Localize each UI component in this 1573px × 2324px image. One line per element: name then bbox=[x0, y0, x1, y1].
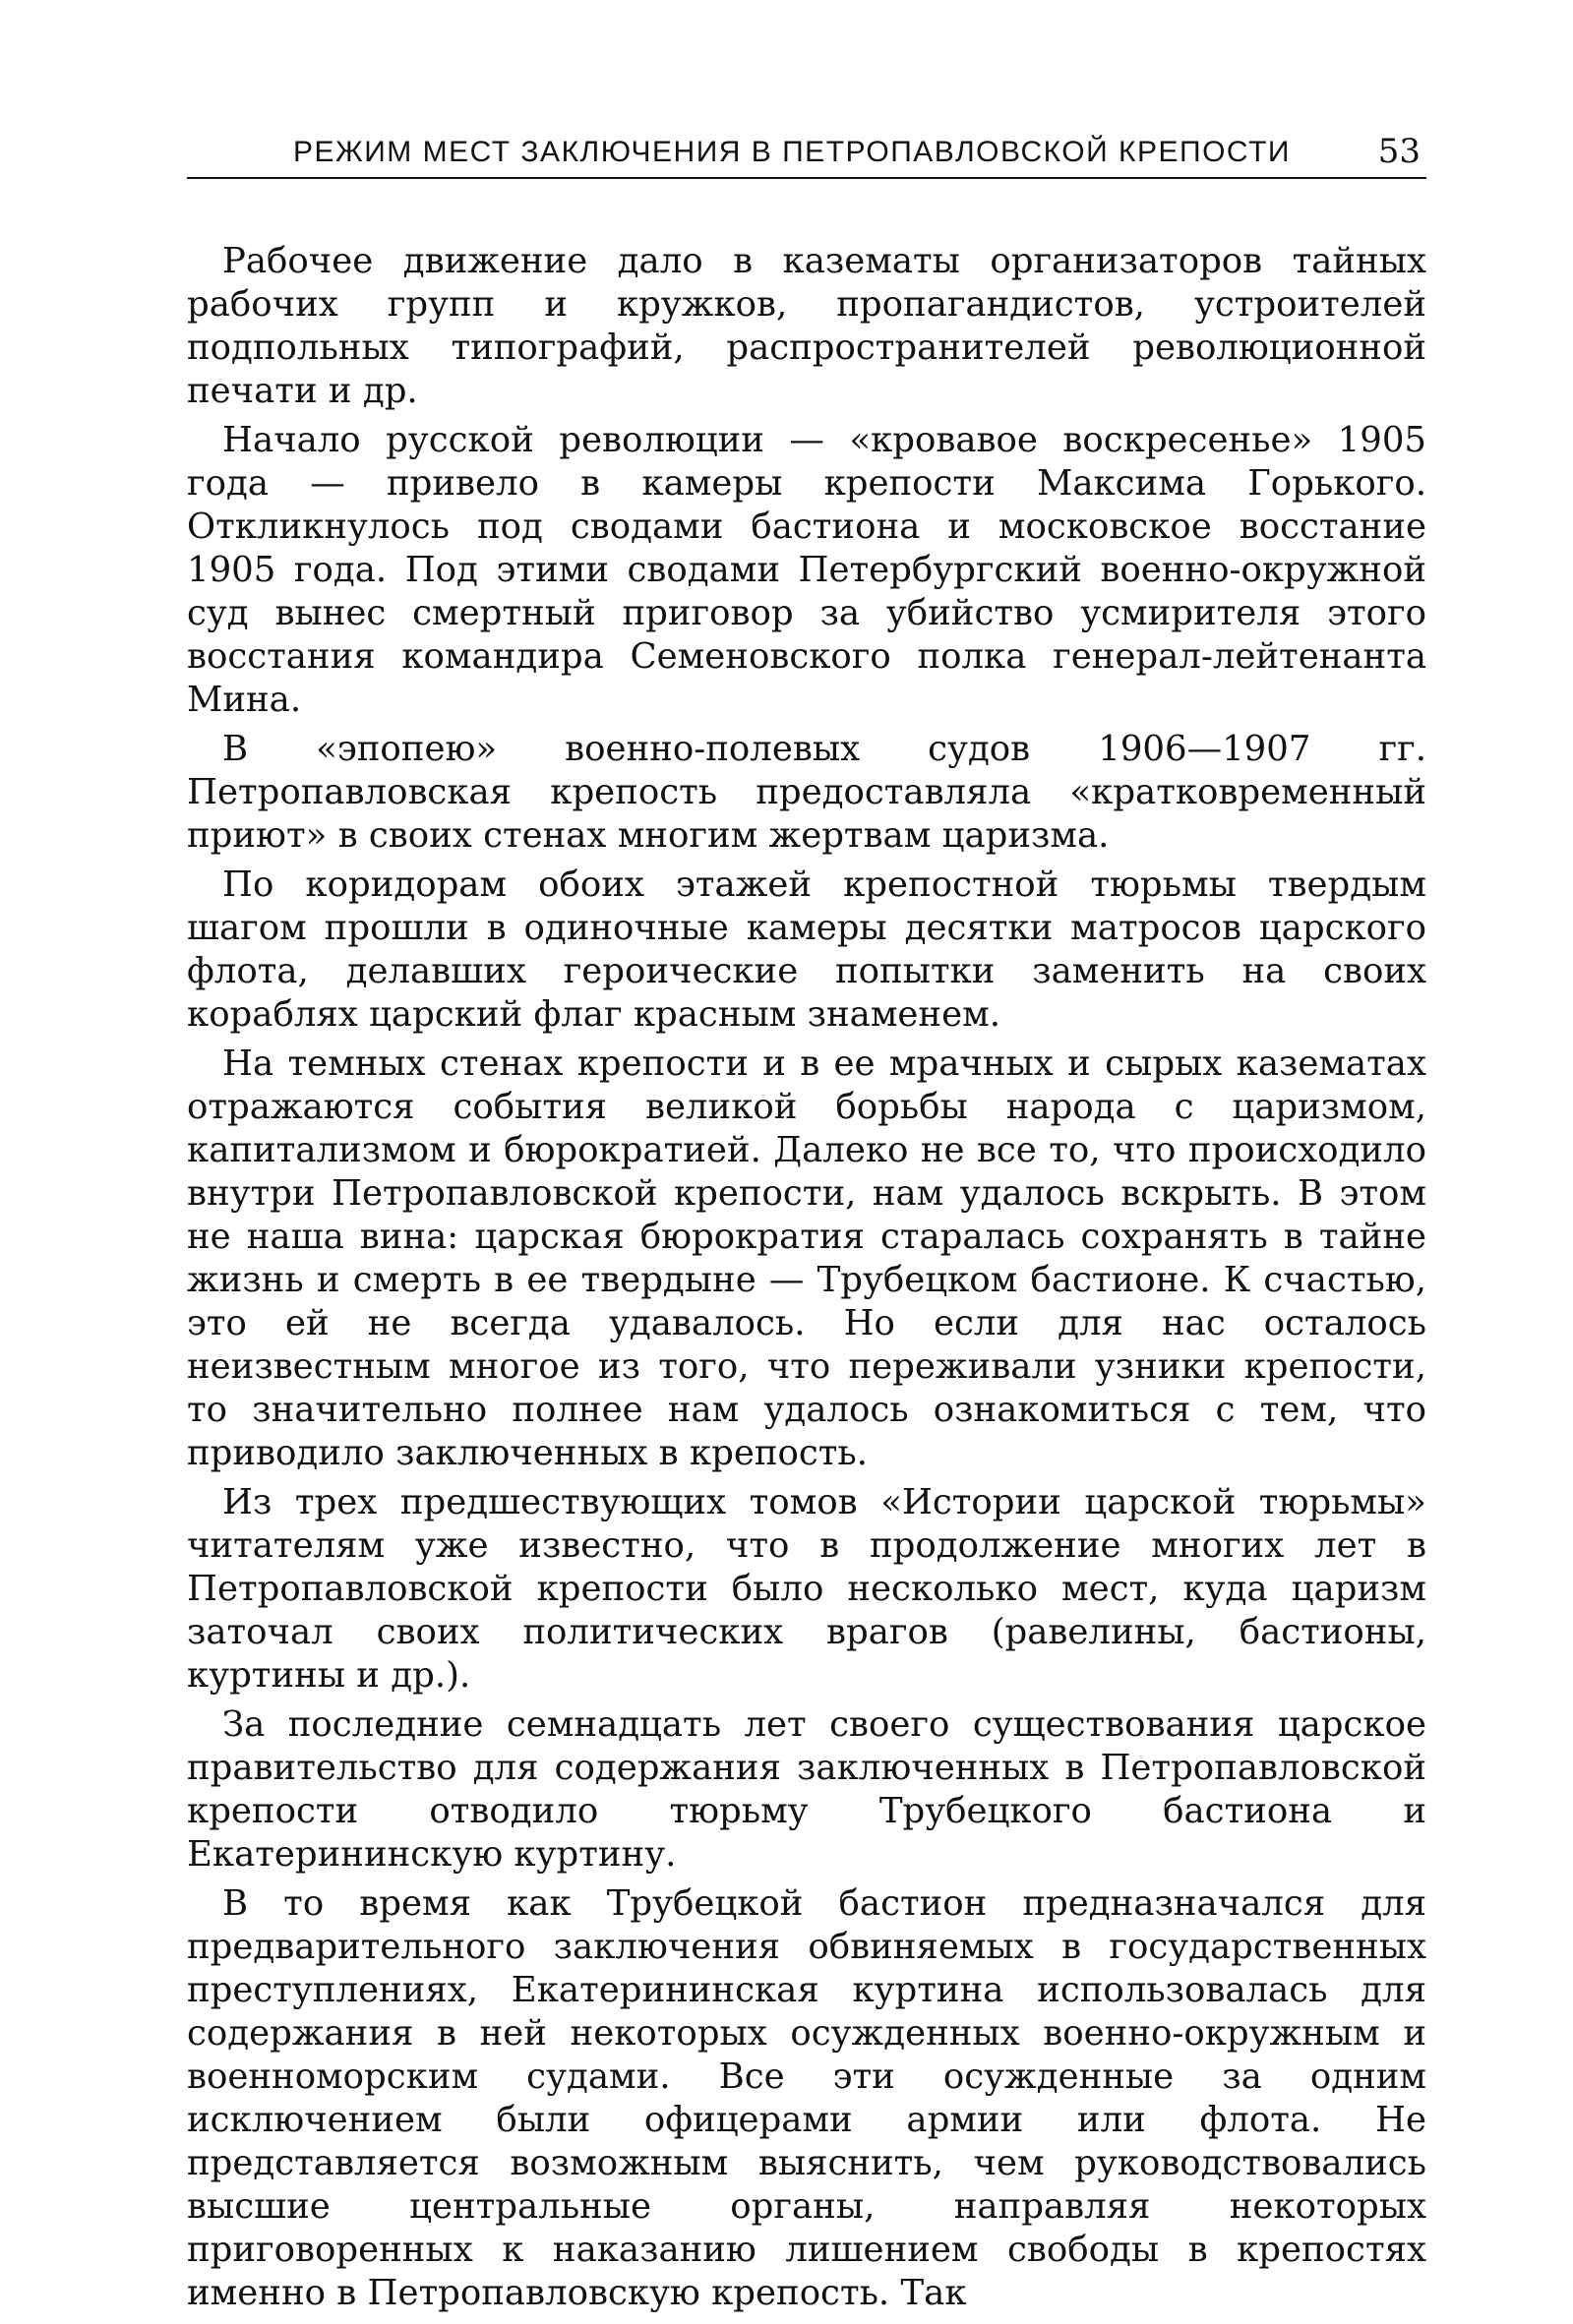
paragraph: На темных стенах крепости и в ее мрачных и сырых казематах отражаются события великой борьбы народа с царизмом, капитализмом и бюрократией. Далеко не все то, что происходило внутри Петропавловской крепости, нам удалось вскрыть. В этом не наша вина: царская бюрократия старалась сохранять в тайне жизнь и смерть в ее твердыне — Трубецком бастионе. К счастью, это ей не всегда удавалось. Но если для нас осталось неизвестным многое из того, что переживали узники крепости, то значительно полнее нам удалось ознакомиться с тем, что приводило заключенных в крепость. bbox=[187, 1043, 1426, 1473]
book-page bbox=[187, 118, 1426, 2313]
paragraph: За последние семнадцать лет своего существования царское правительство для содержания заключенных в Петропавловской крепости отводило тюрьму Трубецкого бастиона и Екатерининскую куртину. bbox=[187, 1704, 1426, 1875]
running-title: РЕЖИМ МЕСТ ЗАКЛЮЧЕНИЯ В ПЕТРОПАВЛОВСКОЙ КРЕПОСТИ bbox=[293, 136, 1291, 168]
paragraph: В «эпопею» военно-полевых судов 1906—1907 гг. Петропавловская крепость предоставляла «кратковременный приют» в своих стенах многим жертвам царизма. bbox=[187, 729, 1426, 856]
paragraph: Рабочее движение дало в казематы организаторов тайных рабочих групп и кружков, пропагандистов, устроителей подпольных типографий, распространителей революционной печати и др. bbox=[187, 241, 1426, 411]
body-text bbox=[187, 240, 1426, 2315]
page-number: 53 bbox=[1377, 132, 1421, 171]
running-header bbox=[187, 118, 1426, 179]
paragraph: В то время как Трубецкой бастион предназначался для предварительного заключения обвиняемых в государственных преступлениях, Екатерининская куртина использовалась для содержания в ней некоторых осужденных военно-окружным и военноморским судами. Все эти осужденные за одним исключением были офицерами армии или флота. Не представляется возможным выяснить, чем руководствовались высшие центральные органы, направляя некоторых приговоренных к наказанию лишением свободы в крепостях именно в Петропавловскую крепость. Так bbox=[187, 1883, 1426, 2313]
paragraph: Из трех предшествующих томов «Истории царской тюрьмы» читателям уже известно, что в продолжение многих лет в Петропавловской крепости было несколько мест, куда царизм заточал своих политических врагов (равелины, бастионы, куртины и др.). bbox=[187, 1482, 1426, 1696]
paragraph: По коридорам обоих этажей крепостной тюрьмы твердым шагом прошли в одиночные камеры десятки матросов царского флота, делавших героические попытки заменить на своих кораблях царский флаг красным знаменем. bbox=[187, 864, 1426, 1035]
paragraph: Начало русской революции — «кровавое воскресенье» 1905 года — привело в камеры крепости Максима Горького. Откликнулось под сводами бастиона и московское восстание 1905 года. Под этими сводами Петербургский военно-окружной суд вынес смертный приговор за убийство усмирителя этого восстания командира Семеновского полка генерал-лейтенанта Мина. bbox=[187, 420, 1426, 720]
